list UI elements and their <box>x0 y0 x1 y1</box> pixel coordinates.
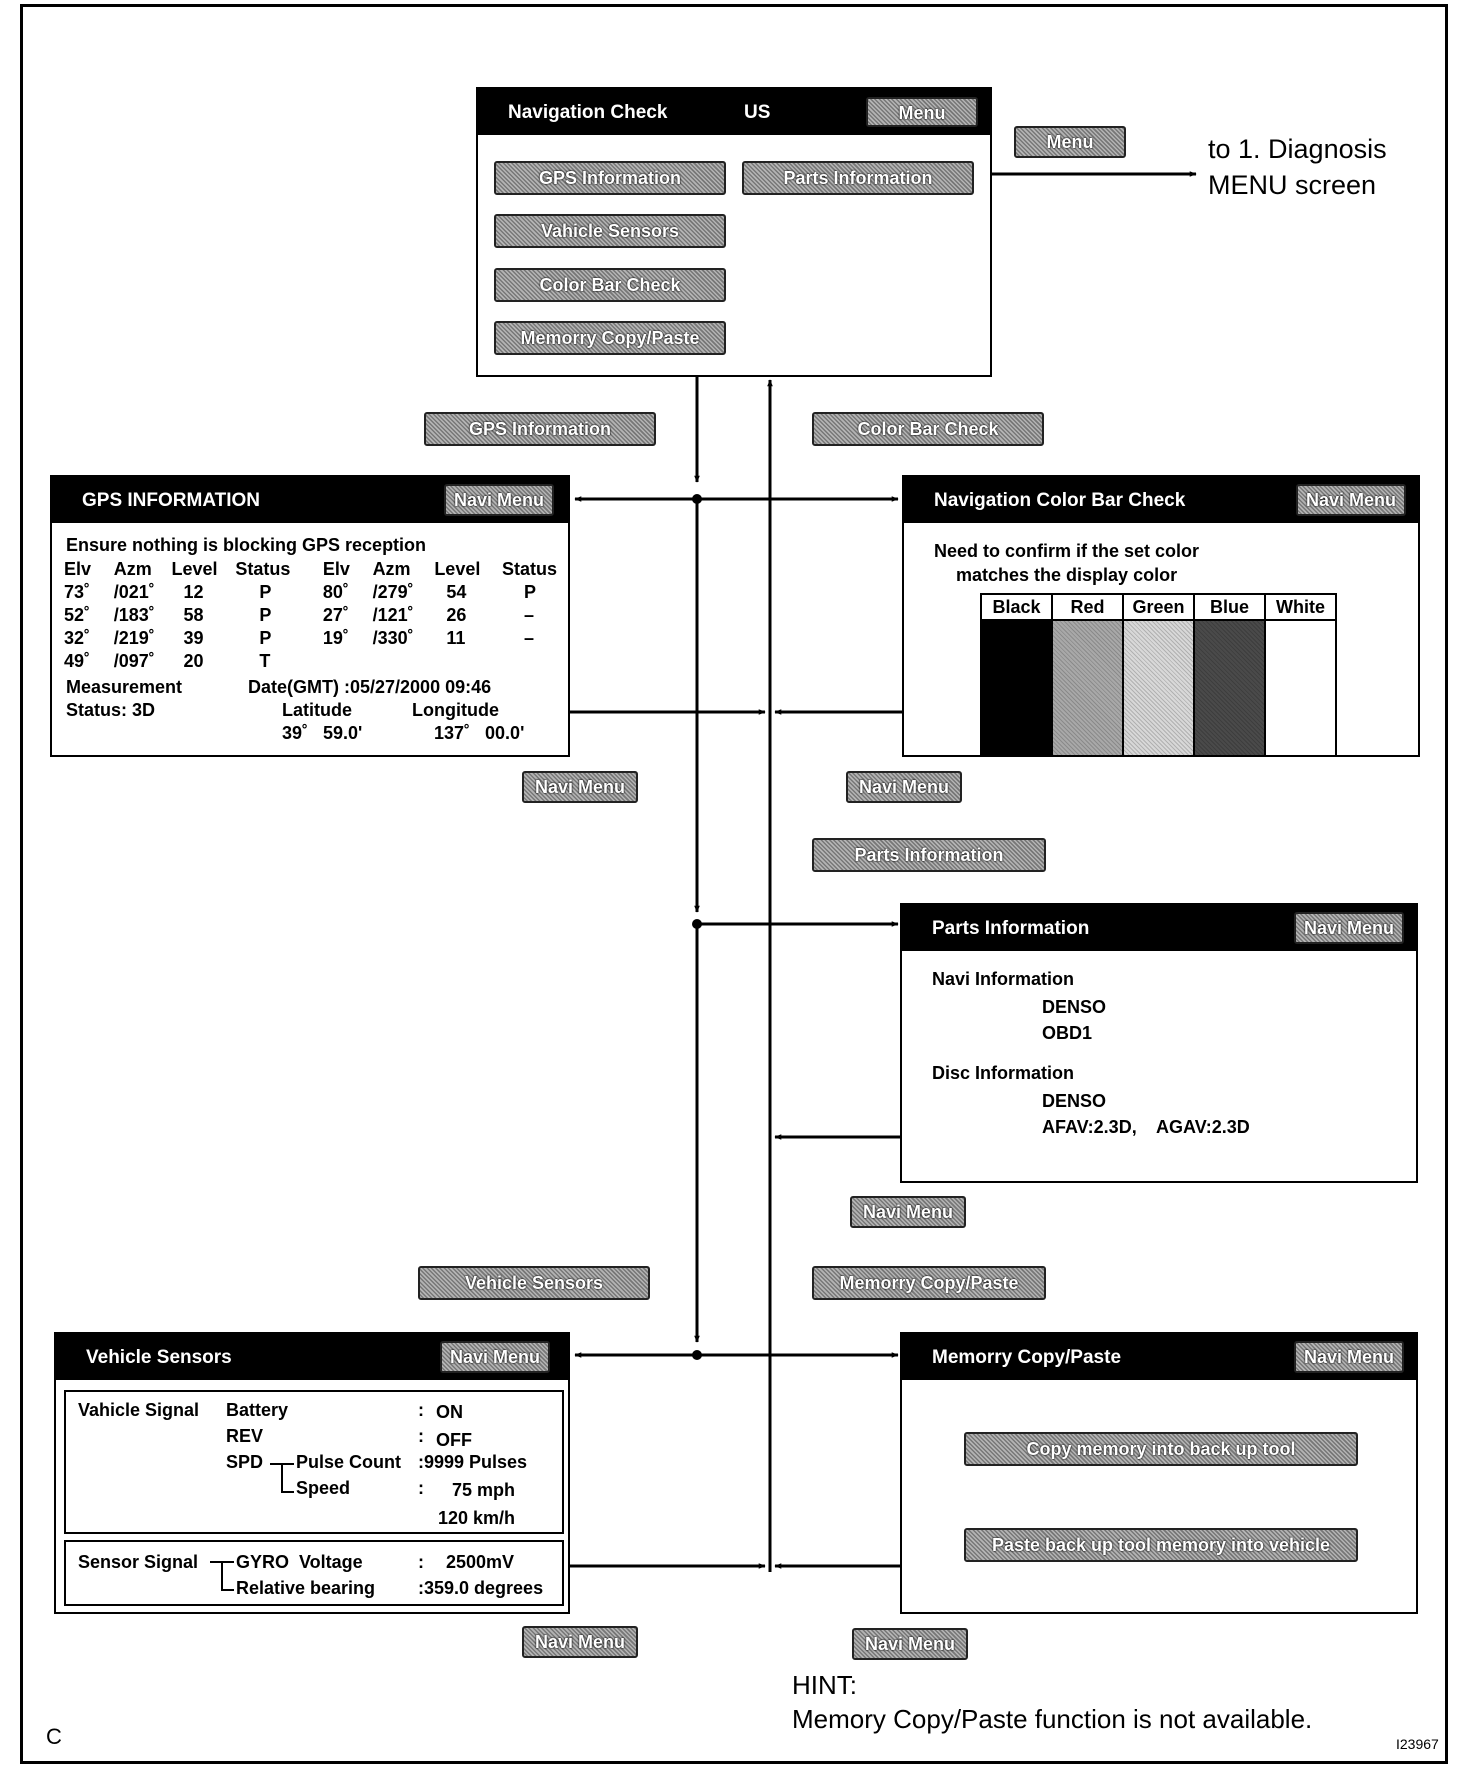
parts-information-screen <box>900 903 1418 1183</box>
vehicle-signal-label: Vahicle Signal <box>78 1400 200 1420</box>
memory-copy-paste-screen <box>900 1332 1418 1614</box>
table-cell <box>323 650 373 673</box>
hint-label: HINT: <box>792 1670 857 1700</box>
navi-menu-button[interactable]: Navi Menu <box>1294 1341 1404 1373</box>
navi-menu-button[interactable]: Navi Menu <box>1294 912 1404 944</box>
table-cell <box>502 650 568 673</box>
table-row <box>64 581 568 604</box>
header-cell: Status <box>502 559 558 579</box>
vehicle-sensors-button[interactable]: Vahicle Sensors <box>494 214 726 248</box>
navi-menu-button[interactable]: Navi Menu <box>444 484 554 516</box>
screen-header <box>56 1334 568 1380</box>
rev-label: REV <box>226 1426 264 1446</box>
table-cell: /330˚ <box>372 628 414 648</box>
menu-transition-chip: Menu <box>1014 126 1126 158</box>
satellite-table <box>64 558 568 673</box>
table-cell: /021˚ <box>113 582 155 602</box>
color-bar-header-row <box>981 594 1336 620</box>
navi-menu-transition-chip: Navi Menu <box>846 771 962 803</box>
table-cell: /121˚ <box>372 605 414 625</box>
screen-title: Memorry Copy/Paste <box>932 1347 1122 1368</box>
navi-menu-button[interactable]: Navi Menu <box>1296 484 1406 516</box>
speed-mph: 75 mph <box>452 1480 516 1500</box>
measurement-date: Date(GMT) :05/27/2000 09:46 <box>248 677 492 697</box>
longitude-label: Longitude <box>412 700 499 720</box>
disc-versions: AFAV:2.3D, AGAV:2.3D <box>1042 1117 1250 1137</box>
figure-code: I23967 <box>1396 1736 1439 1752</box>
color-note-line2: matches the display color <box>956 565 1178 585</box>
disc-information-label: Disc Information <box>932 1063 1075 1083</box>
table-row <box>64 627 568 650</box>
screen-title: Navigation Color Bar Check <box>934 490 1186 511</box>
screen-title: GPS INFORMATION <box>82 490 261 511</box>
table-cell: /219˚ <box>113 628 155 648</box>
relative-bearing-label: Relative bearing <box>236 1578 376 1598</box>
color-bar-check-transition-chip: Color Bar Check <box>812 412 1044 446</box>
spd-label: SPD <box>226 1452 264 1472</box>
table-header-row <box>64 558 568 581</box>
hint-text: Memory Copy/Paste function is not available. <box>792 1704 1313 1734</box>
relative-bearing-value: :359.0 degrees <box>418 1578 544 1598</box>
color-swatch-red <box>1052 620 1123 756</box>
color-name: Red <box>1052 594 1123 620</box>
speed-kmh: 120 km/h <box>438 1508 516 1528</box>
copy-memory-button[interactable]: Copy memory into back up tool <box>964 1432 1358 1466</box>
table-cell: P <box>259 582 272 602</box>
color-swatch-black <box>981 620 1052 756</box>
table-cell: P <box>259 605 272 625</box>
table-cell: 27˚ <box>322 605 349 625</box>
region-label: US <box>744 102 771 123</box>
table-cell: 49˚ <box>64 651 91 671</box>
color-swatch-blue <box>1194 620 1265 756</box>
color-name: White <box>1265 594 1336 620</box>
color-bar-check-button[interactable]: Color Bar Check <box>494 268 726 302</box>
header-cell: Elv <box>322 559 350 579</box>
rev-value: OFF <box>436 1430 472 1450</box>
table-cell: 11 <box>446 628 466 648</box>
header-cell: Azm <box>372 559 411 579</box>
vehicle-signal-box <box>64 1390 564 1534</box>
measurement-label: Measurement <box>66 677 183 697</box>
table-cell: 39 <box>183 628 204 648</box>
gps-information-screen <box>50 475 570 757</box>
paste-memory-button[interactable]: Paste back up tool memory into vehicle <box>964 1528 1358 1562</box>
latitude-value: 39˚ 59.0' <box>282 723 363 743</box>
junction-dot <box>692 919 702 929</box>
navi-menu-transition-chip: Navi Menu <box>522 771 638 803</box>
color-swatch-green <box>1123 620 1194 756</box>
screen-title: Parts Information <box>932 918 1090 939</box>
gps-information-button[interactable]: GPS Information <box>494 161 726 195</box>
table-cell <box>434 650 502 673</box>
table-cell: 54 <box>446 582 467 602</box>
parts-information-button[interactable]: Parts Information <box>742 161 974 195</box>
screen-title: Vehicle Sensors <box>86 1347 232 1368</box>
fix-status: Status: 3D <box>66 700 156 720</box>
header-cell: Level <box>434 559 481 579</box>
screen-header <box>904 477 1418 523</box>
color-bar-table <box>980 593 1337 757</box>
speed-colon: : <box>418 1478 424 1498</box>
table-cell: – <box>524 628 535 648</box>
table-cell: T <box>259 651 271 671</box>
gyro-voltage-label: GYRO Voltage <box>236 1552 363 1572</box>
color-name: Black <box>981 594 1052 620</box>
color-bar-check-screen <box>902 475 1420 757</box>
battery-colon: : <box>418 1400 424 1420</box>
table-cell: 26 <box>446 605 467 625</box>
navi-maker: DENSO <box>1042 997 1107 1017</box>
screen-title: Navigation Check <box>508 102 668 123</box>
color-name: Blue <box>1194 594 1265 620</box>
table-cell: 32˚ <box>64 628 91 648</box>
sensor-signal-label: Sensor Signal <box>78 1552 199 1572</box>
navi-code: OBD1 <box>1042 1023 1093 1043</box>
table-cell <box>373 650 435 673</box>
menu-target-line1: to 1. Diagnosis <box>1208 134 1387 164</box>
table-row <box>64 650 568 673</box>
pulse-count-value: :9999 Pulses <box>418 1452 528 1472</box>
battery-label: Battery <box>226 1400 289 1420</box>
table-cell: /279˚ <box>372 582 414 602</box>
memory-copy-paste-transition-chip: Memorry Copy/Paste <box>812 1266 1046 1300</box>
navi-information-label: Navi Information <box>932 969 1075 989</box>
table-cell: 52˚ <box>64 605 91 625</box>
table-cell: /183˚ <box>113 605 155 625</box>
screen-header <box>902 905 1416 951</box>
header-cell: Status <box>235 559 291 579</box>
gps-information-transition-chip: GPS Information <box>424 412 656 446</box>
gyro-bracket <box>208 1558 238 1594</box>
navi-menu-transition-chip: Navi Menu <box>522 1626 638 1658</box>
screen-header <box>478 89 990 135</box>
pulse-count-label: Pulse Count <box>296 1452 402 1472</box>
table-cell: 19˚ <box>322 628 349 648</box>
disc-maker: DENSO <box>1042 1091 1107 1111</box>
table-cell: – <box>524 605 535 625</box>
gyro-colon: : <box>418 1552 424 1572</box>
speed-label: Speed <box>296 1478 351 1498</box>
battery-value: ON <box>436 1402 463 1422</box>
color-name: Green <box>1123 594 1194 620</box>
table-cell: 58 <box>183 605 204 625</box>
table-cell: 20 <box>183 651 204 671</box>
sensor-signal-box <box>64 1540 564 1606</box>
gps-notice: Ensure nothing is blocking GPS reception <box>66 535 427 555</box>
screen-header <box>902 1334 1416 1380</box>
header-cell: Azm <box>113 559 152 579</box>
table-cell: 73˚ <box>64 582 91 602</box>
table-cell: /097˚ <box>113 651 155 671</box>
menu-target-line2: MENU screen <box>1208 170 1377 200</box>
table-cell: P <box>259 628 272 648</box>
latitude-label: Latitude <box>282 700 352 720</box>
junction-dot <box>692 494 702 504</box>
navigation-check-screen <box>476 87 992 377</box>
memory-copy-paste-button[interactable]: Memorry Copy/Paste <box>494 321 726 355</box>
color-swatch-white <box>1265 620 1336 756</box>
menu-button[interactable]: Menu <box>866 97 978 127</box>
vehicle-sensors-screen <box>54 1332 570 1614</box>
parts-information-transition-chip: Parts Information <box>812 838 1046 872</box>
corner-label: C <box>46 1724 62 1749</box>
navi-menu-transition-chip: Navi Menu <box>852 1628 968 1660</box>
spd-bracket <box>268 1460 298 1496</box>
screen-header <box>52 477 568 523</box>
rev-colon: : <box>418 1426 424 1446</box>
header-cell: Level <box>171 559 218 579</box>
navi-menu-button[interactable]: Navi Menu <box>440 1341 550 1373</box>
table-cell: 12 <box>183 582 204 602</box>
color-note-line1: Need to confirm if the set color <box>934 541 1200 561</box>
color-bar-swatch-row <box>981 620 1336 756</box>
vehicle-sensors-transition-chip: Vehicle Sensors <box>418 1266 650 1300</box>
header-cell: Elv <box>64 559 92 579</box>
table-cell: P <box>524 582 537 602</box>
navi-menu-transition-chip: Navi Menu <box>850 1196 966 1228</box>
gyro-voltage-value: 2500mV <box>446 1552 515 1572</box>
table-cell: 80˚ <box>322 582 349 602</box>
table-row <box>64 604 568 627</box>
longitude-value: 137˚ 00.0' <box>434 723 525 743</box>
junction-dot <box>692 1350 702 1360</box>
